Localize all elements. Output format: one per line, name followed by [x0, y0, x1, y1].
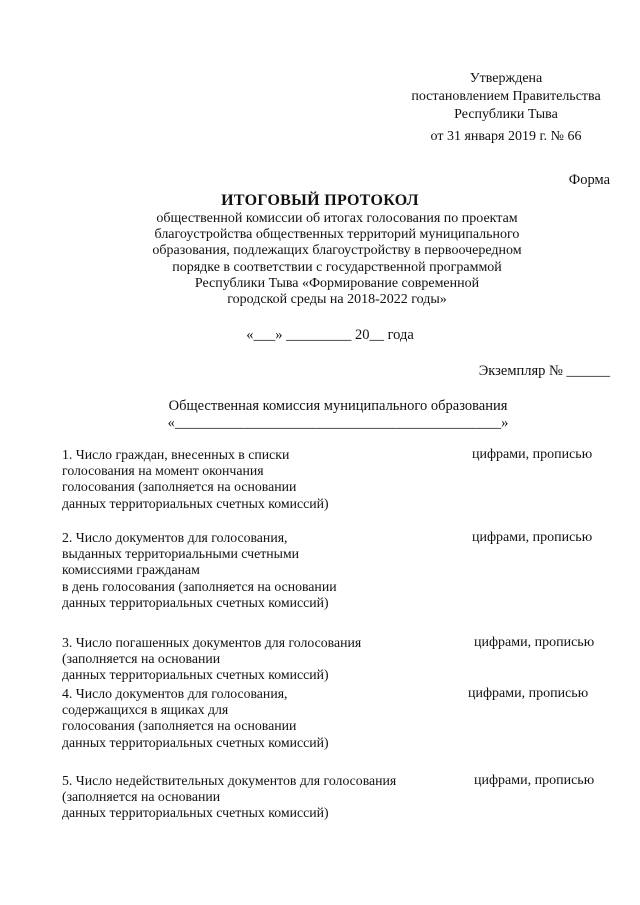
subtitle-line: порядке в соответствии с государственной программой	[172, 259, 502, 275]
form-label: Форма	[568, 172, 610, 188]
subtitle-line: Республики Тыва «Формирование современной	[194, 275, 480, 291]
item-line: комиссиями гражданам	[62, 562, 200, 578]
subtitle-line: общественной комиссии об итогах голосования по проектам	[156, 211, 518, 226]
item-line: в день голосования (заполняется на основании	[62, 578, 337, 594]
item-line: данных территориальных счетных комиссий)	[62, 594, 329, 610]
exemplar-number: Экземпляр № ______	[478, 363, 610, 379]
item-line: содержащихся в ящиках для	[62, 702, 229, 718]
item-line: голосования на момент окончания	[62, 463, 264, 479]
item-line: 1. Число граждан, внесенных в списки	[62, 447, 290, 462]
item-line: данных территориальных счетных комиссий)	[62, 805, 329, 821]
document-title: ИТОГОВЫЙ ПРОТОКОЛ	[221, 192, 419, 209]
item-line: голосования (заполняется на основании	[62, 479, 297, 495]
item-2-answer-format: цифрами, прописью	[472, 530, 593, 545]
subtitle-line: городской среды на 2018-2022 годы»	[227, 292, 447, 308]
item-1-answer-format: цифрами, прописью	[472, 447, 593, 462]
subtitle-line: благоустройства общественных территорий муниципального	[154, 227, 520, 243]
item-line: 3. Число погашенных документов для голосования	[62, 635, 362, 650]
approval-line-approved: Утверждена	[469, 71, 543, 86]
document-subtitle	[120, 211, 554, 308]
item-line: данных территориальных счетных комиссий)	[62, 495, 329, 511]
approval-line-decree: постановлением Правительства	[411, 89, 601, 104]
protocol-item-3	[62, 635, 361, 684]
approval-date: от 31 января 2019 г. № 66	[430, 129, 582, 144]
protocol-item-1	[62, 447, 329, 512]
item-line: 4. Число документов для голосования,	[62, 686, 288, 701]
protocol-item-2	[62, 530, 337, 611]
commission-block	[0, 398, 640, 432]
subtitle-line: образования, подлежащих благоустройству в первоочередном	[152, 243, 522, 259]
item-4-answer-format: цифрами, прописью	[468, 686, 589, 701]
approval-line-republic: Республики Тыва	[454, 107, 558, 122]
approval-block	[404, 70, 608, 146]
item-line: 2. Число документов для голосования,	[62, 530, 288, 545]
protocol-item-4	[62, 686, 329, 751]
item-line: выданных территориальными счетными	[62, 546, 300, 562]
item-line: 5. Число недействительных документов для голосования	[62, 773, 397, 788]
item-line: (заполняется на основании	[62, 651, 221, 667]
item-line: (заполняется на основании	[62, 789, 221, 805]
item-line: данных территориальных счетных комиссий)	[62, 734, 329, 750]
item-line: голосования (заполняется на основании	[62, 718, 297, 734]
date-line: «___» _________ 20__ года	[246, 327, 414, 343]
commission-label: Общественная комиссия муниципального образования	[168, 398, 508, 414]
item-3-answer-format: цифрами, прописью	[474, 635, 595, 650]
commission-name-blank: «_____________________________________________»	[167, 415, 509, 431]
protocol-item-5	[62, 773, 396, 822]
item-line: данных территориальных счетных комиссий)	[62, 667, 329, 683]
item-5-answer-format: цифрами, прописью	[474, 773, 595, 788]
